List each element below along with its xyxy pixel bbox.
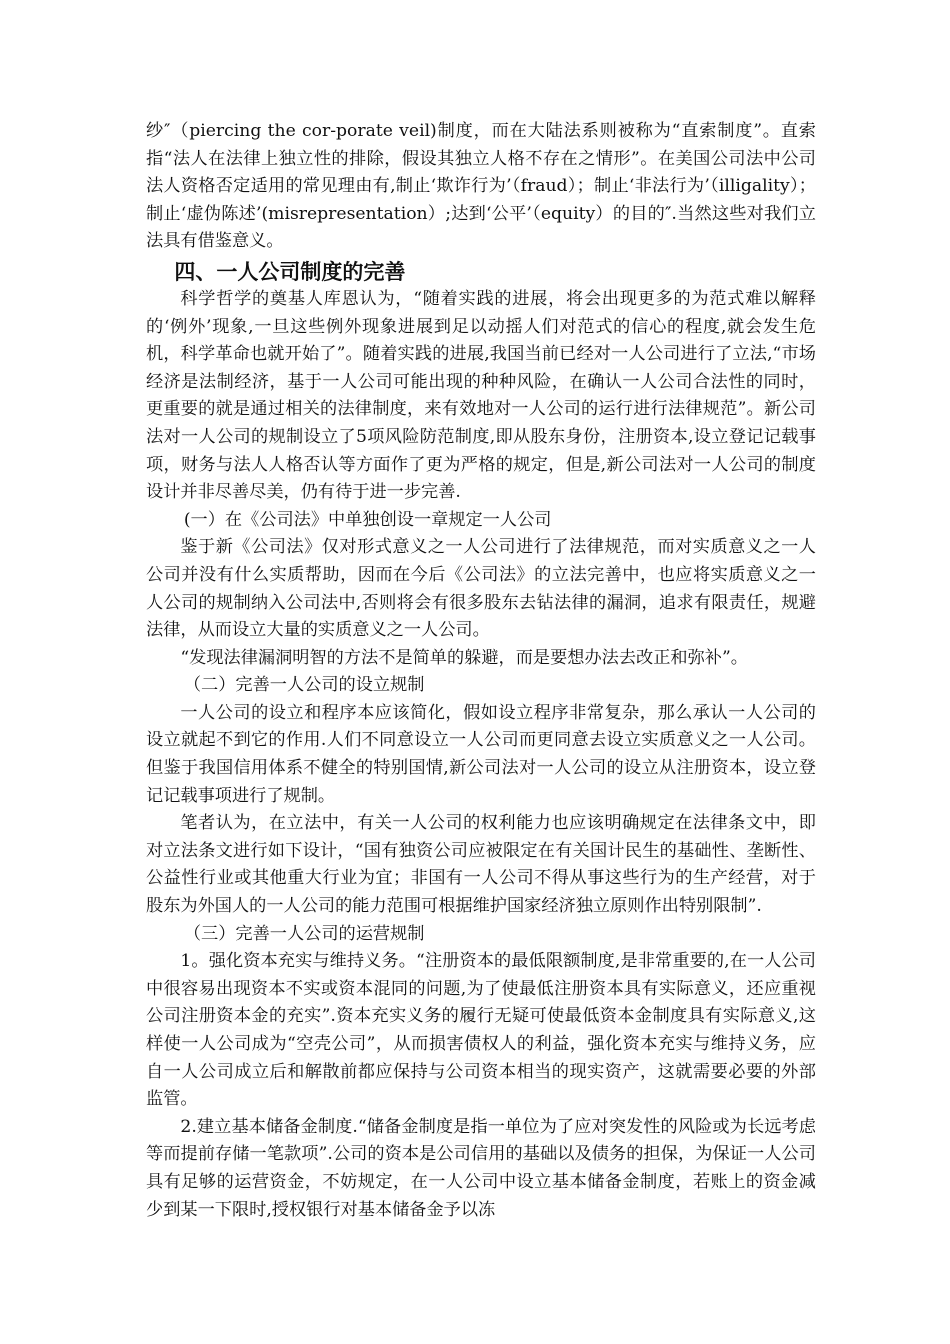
subsection-heading: （二）完善一人公司的设立规制 bbox=[183, 675, 425, 696]
document-body bbox=[146, 118, 816, 1224]
paragraph: 科学哲学的奠基人库恩认为，“随着实践的进展，将会出现更多的为范式难以解释的‘例外’现象,一旦这些例外现象进展到足以动摇人们对范式的信心的程度,就会发生危机，科学革命也就开始了”。随着实践的进展,我国当前已经对一人公司进行了立法,“市场经济是法制经济，基于一人公司可能出现的种种风险，在确认一人公司合法性的同时，更重要的就是通过相关的法律制度，来有效地对一人公司的运行进行法律规范”。新公司法对一人公司的规制设立了5项风险防范制度,即从股东身份，注册资本,设立登记记载事项，财务与法人人格否认等方面作了更为严格的规定，但是,新公司法对一人公司的制度设计并非尽善尽美，仍有待于进一步完善. bbox=[146, 288, 816, 503]
paragraph-continued: 纱″（piercing the cor-porate veil)制度，而在大陆法系则被称为“直索制度”。直索指“法人在法律上独立性的排除，假设其独立人格不存在之情形”。在美国公司法中公司法人资格否定适用的常见理由有,制止‘欺诈行为’（fraud）；制止‘非法行为’（illigality）；制止‘虚伪陈述’(misrepresentation）;达到‘公平’（equity）的目的″.当然这些对我们立法具有借鉴意义。 bbox=[146, 121, 816, 252]
paragraph: 1。强化资本充实与维持义务。“注册资本的最低限额制度,是非常重要的,在一人公司中很容易出现资本不实或资本混同的问题,为了使最低注册资本具有实际意义，还应重视公司注册资本金的充实”.资本充实义务的履行无疑可使最低资本金制度具有实际意义,这样使一人公司成为“空壳公司”，从而损害债权人的利益，强化资本充实与维持义务，应自一人公司成立后和解散前都应保持与公司资本相当的现实资产，这就需要必要的外部监管。 bbox=[146, 951, 816, 1110]
subsection-heading: (一）在《公司法》中单独创设一章规定一人公司 bbox=[183, 509, 552, 530]
subsection-heading: （三）完善一人公司的运营规制 bbox=[183, 923, 425, 944]
section-heading: 四、一人公司制度的完善 bbox=[174, 259, 406, 284]
paragraph: “发现法律漏洞明智的方法不是简单的躲避，而是要想办法去改正和弥补”。 bbox=[180, 647, 748, 668]
paragraph: 2.建立基本储备金制度.“储备金制度是指一单位为了应对突发性的风险或为长远考虑等而提前存储一笔款项”.公司的资本是公司信用的基础以及债务的担保，为保证一人公司具有足够的运营资金，不妨规定，在一人公司中设立基本储备金制度，若账上的资金减少到某一下限时,授权银行对基本储备金予以冻 bbox=[146, 1116, 816, 1220]
paragraph: 鉴于新《公司法》仅对形式意义之一人公司进行了法律规范，而对实质意义之一人公司并没有什么实质帮助，因而在今后《公司法》的立法完善中，也应将实质意义之一人公司的规制纳入公司法中,否则将会有很多股东去钻法律的漏洞，追求有限责任，规避法律，从而设立大量的实质意义之一人公司。 bbox=[146, 537, 816, 641]
paragraph: 一人公司的设立和程序本应该简化，假如设立程序非常复杂，那么承认一人公司的设立就起不到它的作用.人们不同意设立一人公司而更同意去设立实质意义之一人公司。但鉴于我国信用体系不健全的特别国情,新公司法对一人公司的设立从注册资本，设立登记记载事项进行了规制。 bbox=[146, 702, 816, 806]
paragraph: 笔者认为，在立法中，有关一人公司的权利能力也应该明确规定在法律条文中，即对立法条文进行如下设计，“国有独资公司应被限定在有关国计民生的基础性、垄断性、公益性行业或其他重大行业为宜；非国有一人公司不得从事这些行为的生产经营，对于股东为外国人的一人公司的能力范围可根据维护国家经济独立原则作出特别限制”. bbox=[146, 813, 816, 917]
